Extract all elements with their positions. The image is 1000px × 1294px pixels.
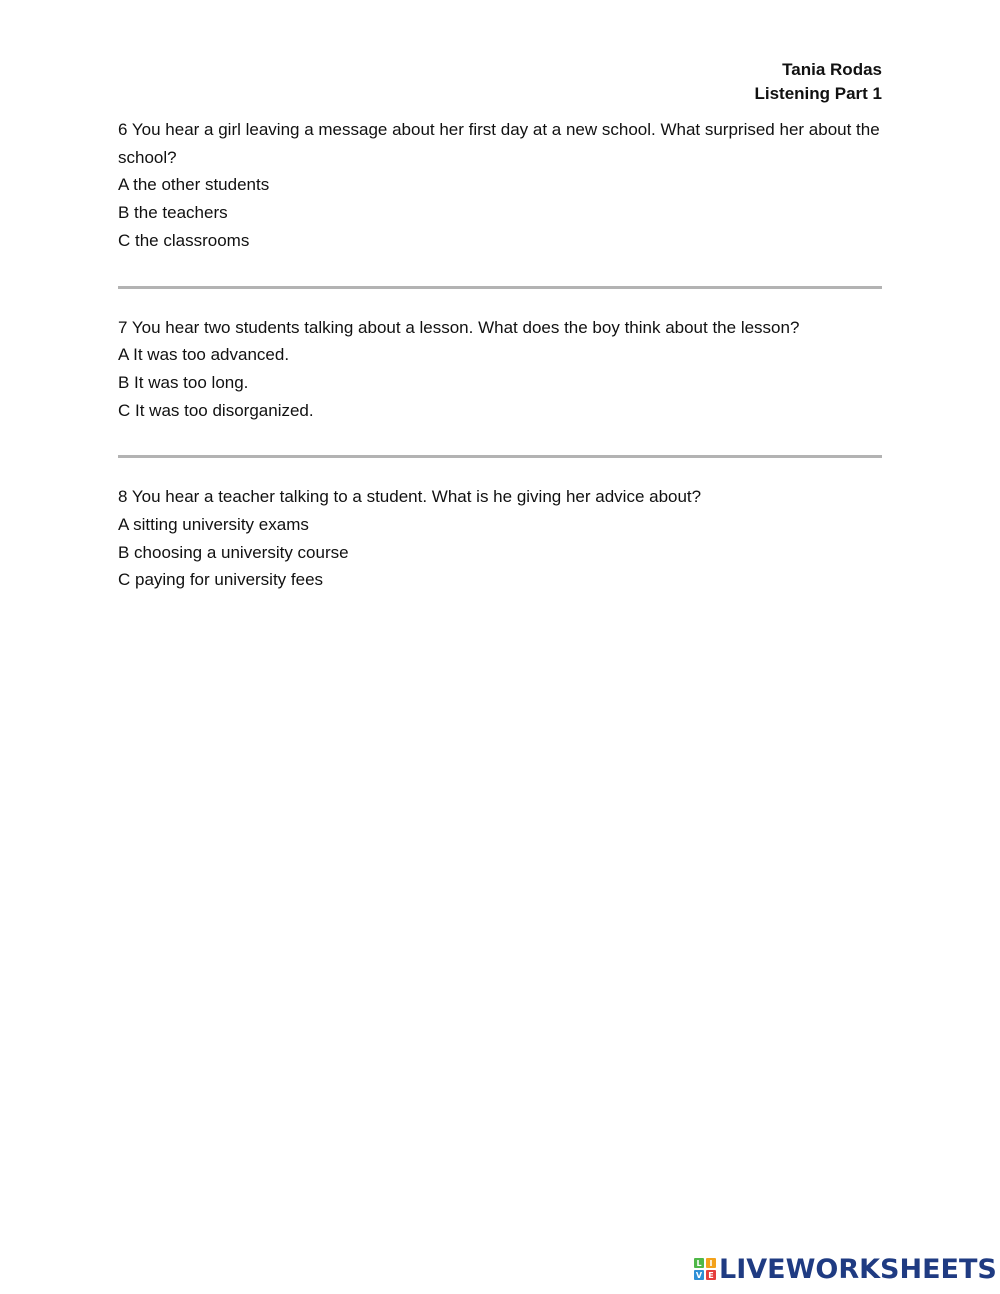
logo-text: LIVEWORKSHEETS	[719, 1253, 997, 1285]
worksheet-title: Listening Part 1	[754, 84, 882, 103]
logo-mark-letter: L	[694, 1258, 704, 1268]
option-c: C It was too disorganized.	[118, 400, 314, 420]
option-c: C the classrooms	[118, 230, 250, 250]
liveworksheets-logo	[694, 1254, 997, 1284]
option-b: B choosing a university course	[118, 542, 349, 562]
question-prompt: 6 You hear a girl leaving a message about her first day at a new school. What surprised her about the school?	[118, 120, 880, 167]
question-6	[118, 116, 882, 255]
questions-area	[118, 116, 882, 594]
question-divider	[118, 455, 882, 458]
option-a: A the other students	[118, 175, 270, 195]
question-prompt: 7 You hear two students talking about a lesson. What does the boy think about the lesson?	[118, 317, 800, 337]
author-name: Tania Rodas	[782, 60, 882, 79]
logo-mark-letter: I	[706, 1258, 716, 1268]
option-b: B It was too long.	[118, 372, 249, 392]
question-divider	[118, 286, 882, 289]
question-7	[118, 314, 882, 425]
option-a: A It was too advanced.	[118, 345, 290, 365]
question-8	[118, 483, 882, 594]
page-header	[754, 58, 882, 106]
question-prompt: 8 You hear a teacher talking to a student. What is he giving her advice about?	[118, 487, 702, 507]
option-b: B the teachers	[118, 203, 228, 223]
option-c: C paying for university fees	[118, 570, 324, 590]
logo-mark-icon	[694, 1258, 716, 1280]
logo-mark-letter: E	[706, 1270, 716, 1280]
option-a: A sitting university exams	[118, 515, 309, 535]
logo-mark-letter: V	[695, 1270, 703, 1280]
